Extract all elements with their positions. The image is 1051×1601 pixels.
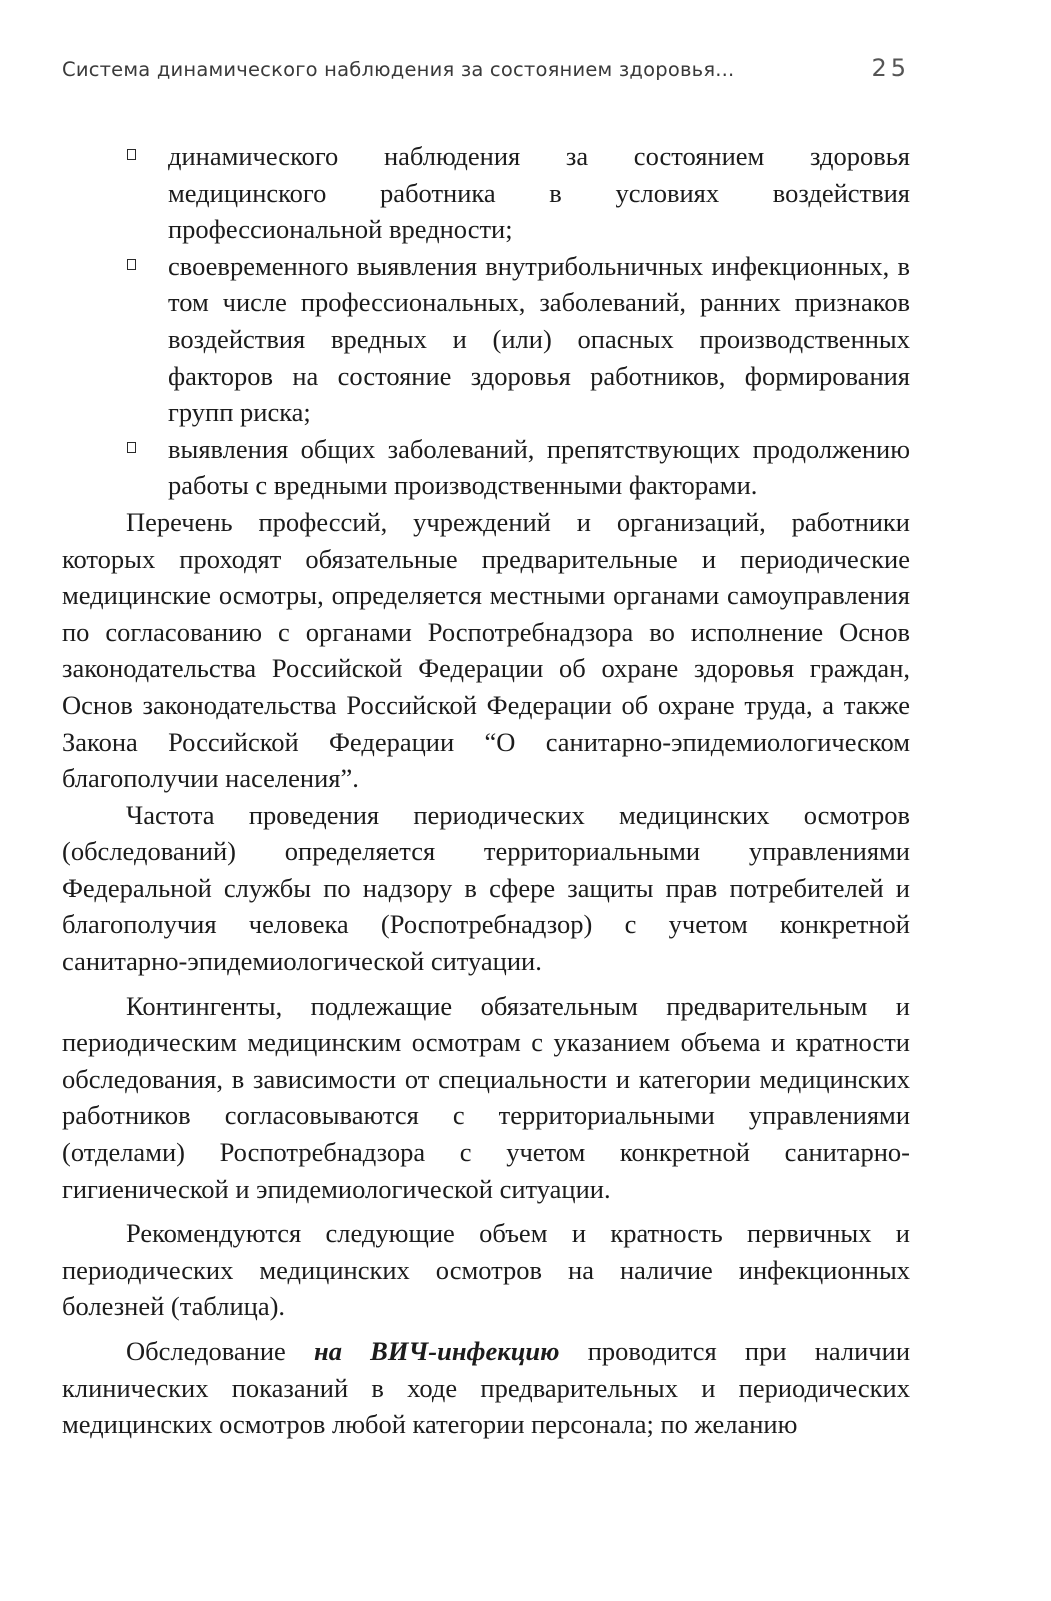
emphasized-term: на ВИЧ-инфекцию (314, 1336, 560, 1366)
bullet-item (62, 248, 910, 431)
paragraph-text-before: Обследование (126, 1336, 314, 1366)
page-number: 25 (871, 54, 910, 82)
paragraph: Контингенты, подлежащие обязательным предварительным и периодическим медицинским осмотрам с указанием объема и кратности обследования, в зависимости от специальности и категории медицинских работников согласовываются с территориальными управлениями (отделами) Роспотребнадзора с учетом конкретной санитарно-гигиенической и эпидемиологической ситуации. (62, 990, 910, 1204)
bullet-item (62, 138, 910, 248)
body-text (62, 138, 910, 1443)
paragraph-hiv (62, 1333, 910, 1443)
paragraph: Частота проведения периодических медицинских осмотров (обследований) определяется территориальными управлениями Федеральной службы по надзору в сфере защиты прав потребителей и благополучия человека (Роспотребнадзор) с учетом конкретной санитарно-эпидемиологической ситуации. (62, 799, 910, 977)
paragraph-text-after: проводится при наличии клинических показаний в ходе предварительных и периодических медицинских осмотров любой категории персонала; по желанию (62, 1336, 910, 1440)
paragraph: Перечень профессий, учреждений и организаций, работники которых проходят обязательные предварительные и периодические медицинские осмотры, определяется местными органами самоуправления по согласованию с органами Роспотребнадзора во исполнение Основ законодательства Российской Федерации об охране здоровья граждан, Основ законодательства Российской Федерации об охране труда, а также Закона Российской Федерации “О санитарно-эпидемиологическом благополучии населения”. (62, 506, 910, 794)
paragraph: Рекомендуются следующие объем и кратность первичных и периодических медицинских осмотров на наличие инфекционных болезней (таблица). (62, 1218, 910, 1322)
square-bullet-icon (127, 259, 136, 270)
bullet-text: выявления общих заболеваний, препятствующих продолжению работы с вредными производственными факторами. (168, 433, 910, 501)
bullet-list (62, 138, 910, 504)
running-header-title: Система динамического наблюдения за состоянием здоровья... (62, 58, 735, 81)
square-bullet-icon (127, 149, 136, 160)
bullet-text: динамического наблюдения за состоянием здоровья медицинского работника в условиях воздействия профессиональной вредности; (168, 141, 910, 245)
square-bullet-icon (127, 442, 136, 453)
running-header (62, 52, 910, 88)
bullet-text: своевременного выявления внутрибольничных инфекционных, в том числе профессиональных, заболеваний, ранних признаков воздействия вредных и (или) опасных производственных факторов на состояние здоровья работников, формирования групп риска; (168, 250, 910, 428)
bullet-item (62, 431, 910, 504)
